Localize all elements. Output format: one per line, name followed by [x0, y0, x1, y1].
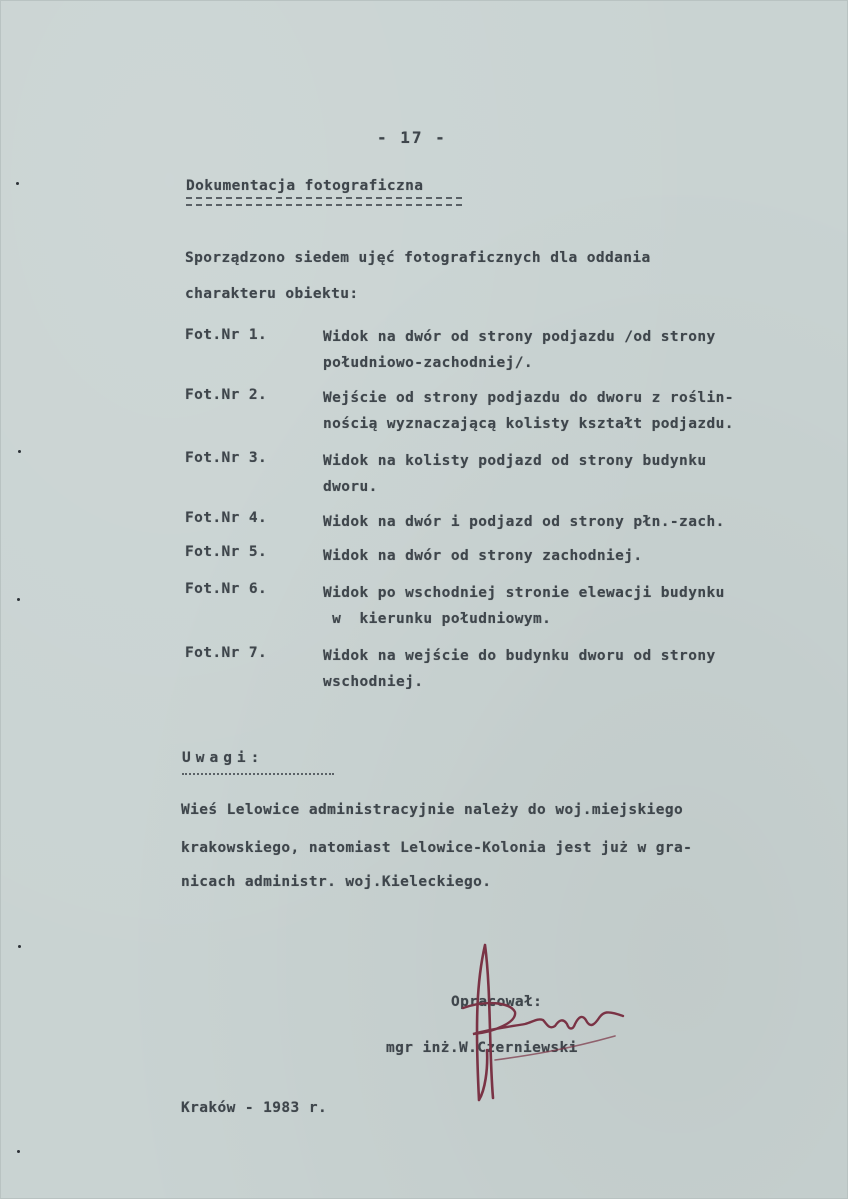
photo-label: Fot.Nr 2. [185, 387, 268, 403]
photo-description [323, 385, 734, 437]
author-name: mgr inż.W.Czerniewski [386, 1040, 578, 1056]
handwritten-signature [455, 940, 635, 1110]
photo-label: Fot.Nr 4. [185, 510, 268, 526]
photo-description [323, 448, 706, 500]
photo-description-line: Widok na wejście do budynku dworu od strony [323, 648, 716, 664]
heading-underline [186, 197, 462, 206]
photo-description-line: Widok na dwór od strony zachodniej. [323, 548, 643, 564]
page-number: - 17 - [377, 128, 447, 147]
photo-description [323, 324, 716, 376]
photo-description-line: wschodniej. [323, 674, 424, 690]
photo-description-line: Widok po wschodniej stronie elewacji budynku [323, 585, 725, 601]
photo-description-line: Widok na dwór i podjazd od strony płn.-zach. [323, 514, 725, 530]
photo-label: Fot.Nr 1. [185, 327, 268, 343]
photo-description-line: Widok na dwór od strony podjazdu /od strony [323, 329, 716, 345]
margin-mark [17, 598, 20, 601]
place-and-date: Kraków - 1983 r. [181, 1100, 328, 1116]
notes-heading: Uwagi: [182, 750, 265, 766]
notes-line-1: Wieś Lelowice administracyjnie należy do woj.miejskiego [181, 802, 684, 818]
margin-mark [16, 182, 19, 185]
section-heading: Dokumentacja fotograficzna [186, 178, 424, 194]
photo-label: Fot.Nr 5. [185, 544, 268, 560]
notes-underline [182, 773, 334, 775]
prepared-by-label: Opracował: [451, 994, 543, 1010]
notes-line-2: krakowskiego, natomiast Lelowice-Kolonia jest już w gra- [181, 840, 693, 856]
intro-line-1: Sporządzono siedem ujęć fotograficznych dla oddania [185, 250, 651, 266]
intro-line-2: charakteru obiektu: [185, 286, 359, 302]
photo-description [323, 643, 716, 695]
photo-description-line: południowo-zachodniej/. [323, 355, 533, 371]
photo-label: Fot.Nr 7. [185, 645, 268, 661]
photo-description-line: nością wyznaczającą kolisty kształt podjazdu. [323, 416, 734, 432]
notes-line-3: nicach administr. woj.Kieleckiego. [181, 874, 492, 890]
photo-description-line: Wejście od strony podjazdu do dworu z roślin- [323, 390, 734, 406]
margin-mark [18, 450, 21, 453]
photo-description [323, 543, 643, 569]
photo-description-line: Widok na kolisty podjazd od strony budynku [323, 453, 707, 469]
photo-description [323, 509, 725, 535]
photo-label: Fot.Nr 6. [185, 581, 268, 597]
photo-label: Fot.Nr 3. [185, 450, 268, 466]
margin-mark [17, 1150, 20, 1153]
photo-description-line: dworu. [323, 479, 378, 495]
photo-description [323, 580, 725, 632]
margin-mark [18, 945, 21, 948]
photo-description-line: w kierunku południowym. [323, 611, 552, 627]
